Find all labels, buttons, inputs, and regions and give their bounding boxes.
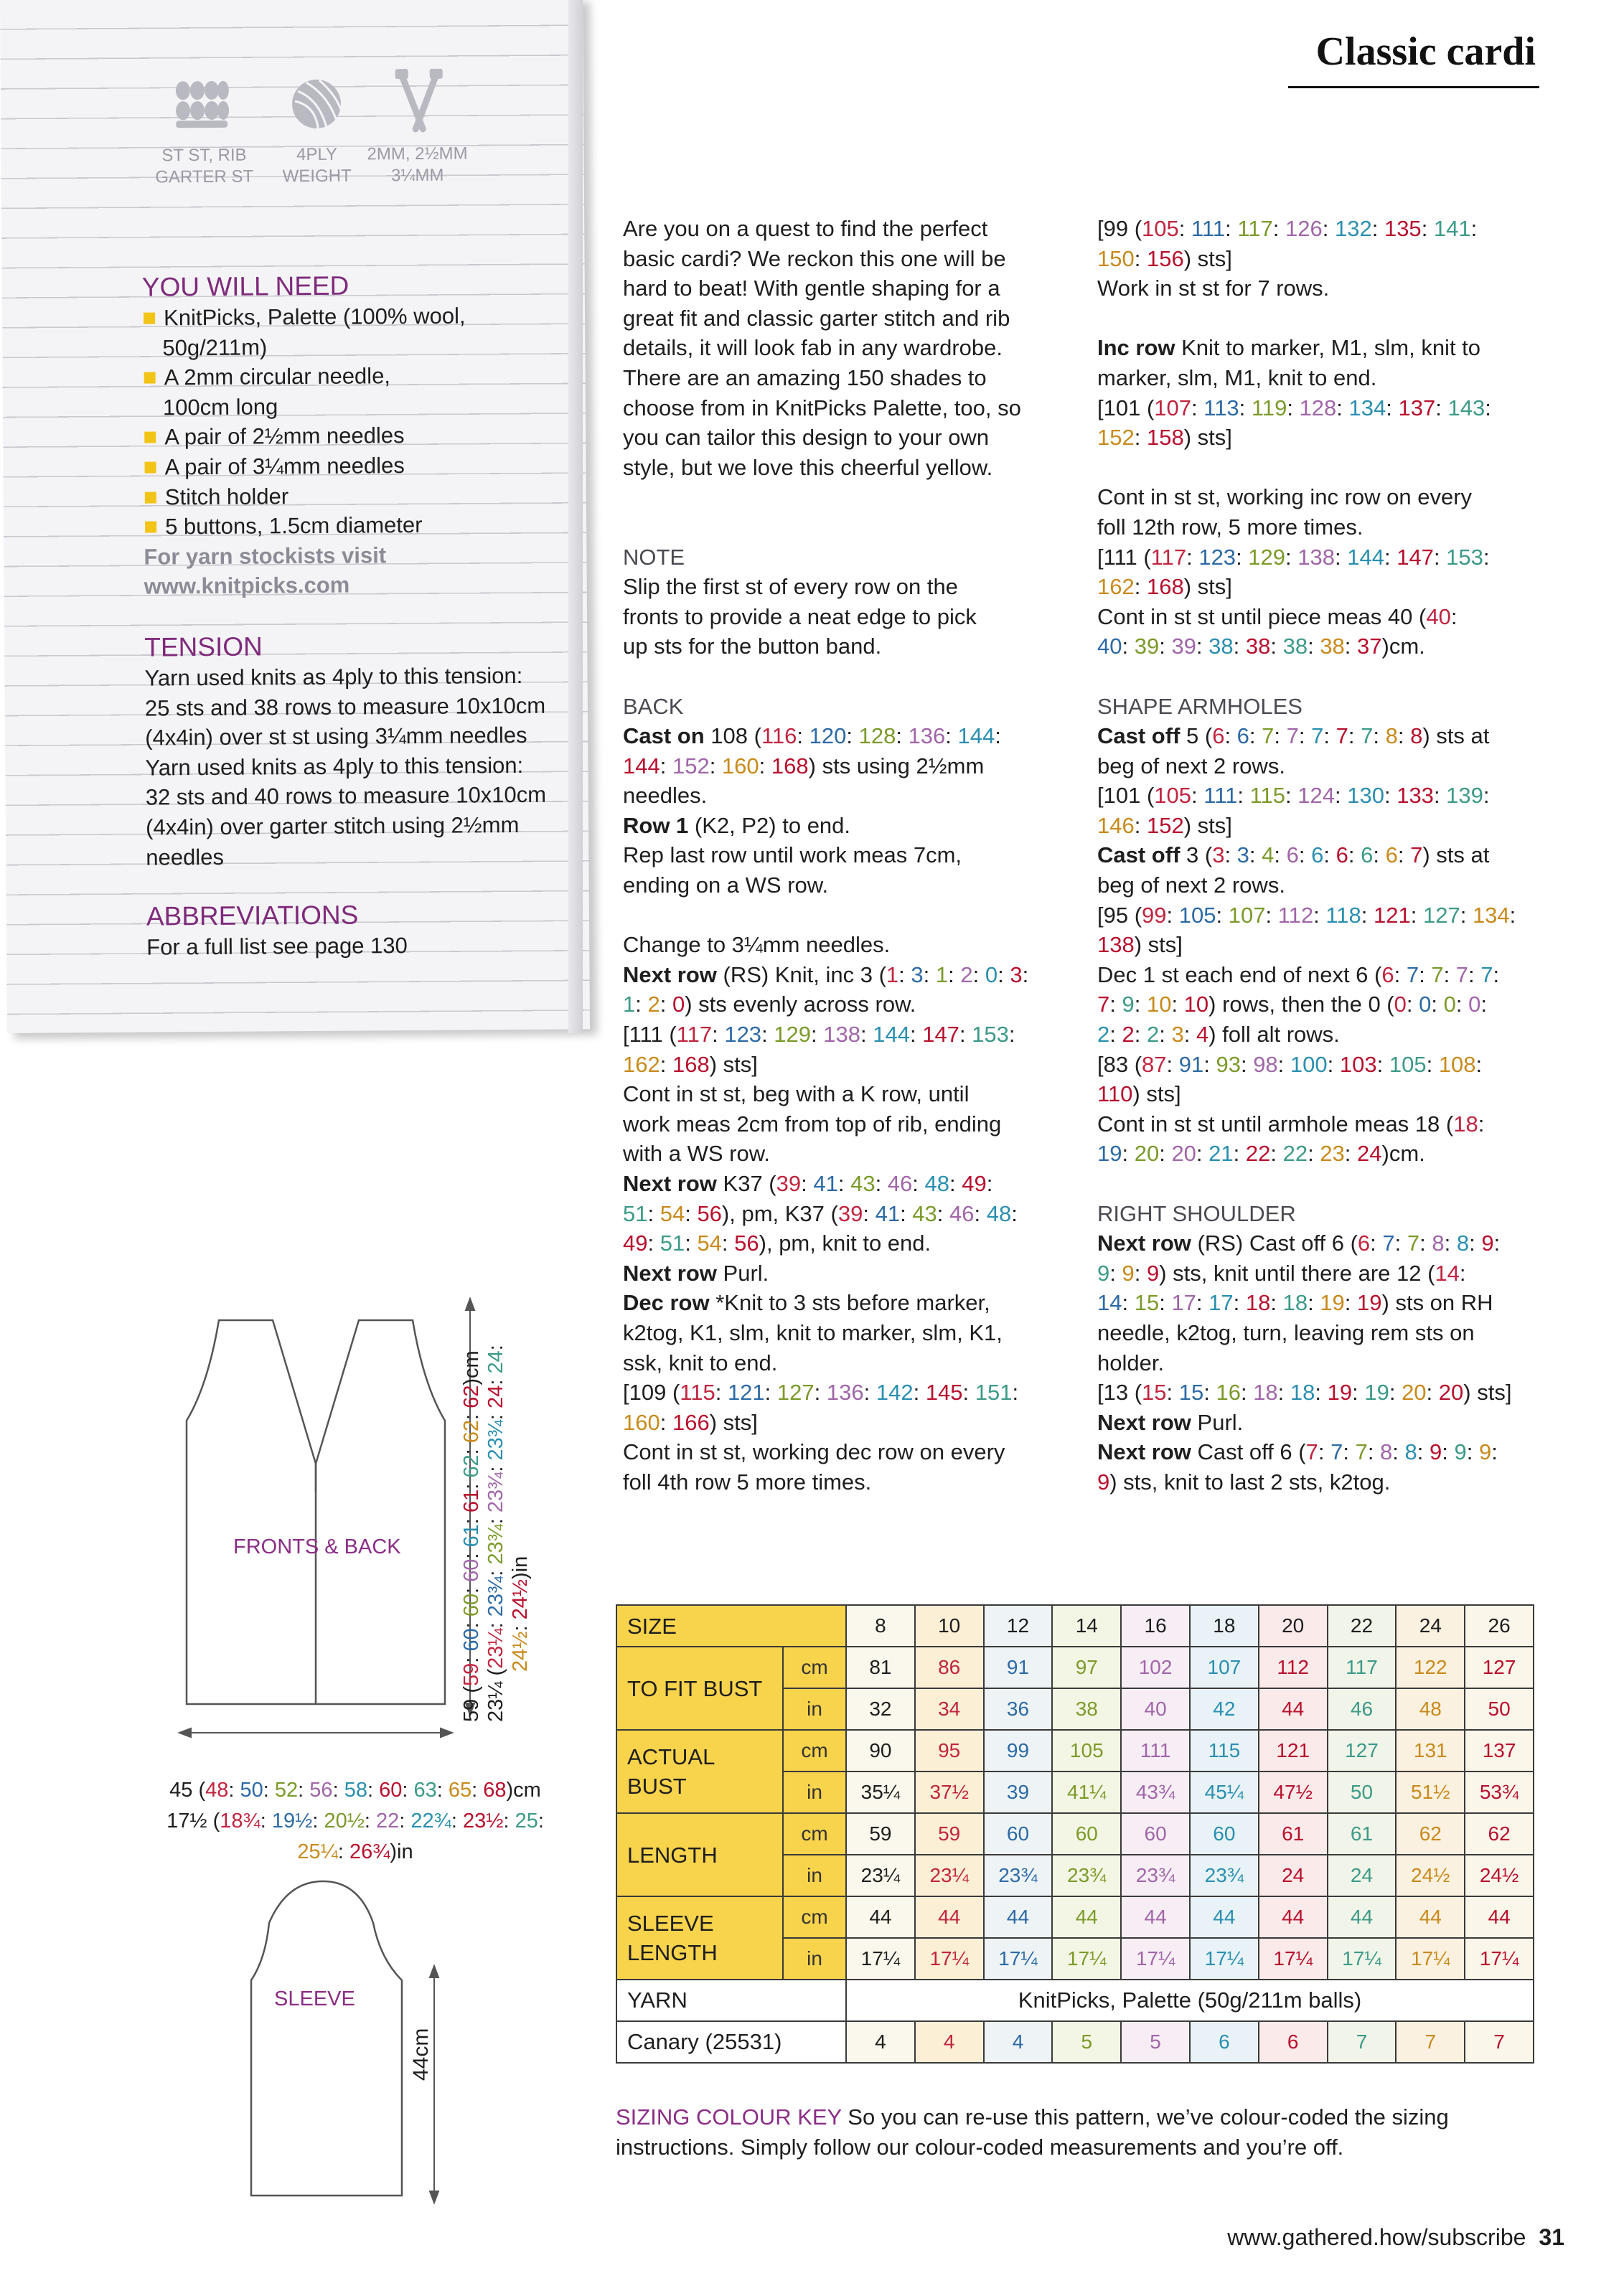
instruction-line: [111 (117: 123: 129: 138: 144: 147: 153:	[1097, 544, 1490, 570]
list-item: A pair of 2½mm needles	[143, 420, 559, 453]
stockists-link[interactable]: www.knitpicks.com	[144, 572, 350, 599]
instruction-line: Next row K37 (39: 41: 43: 46: 48: 49:	[623, 1171, 993, 1196]
list-item: A pair of 3¼mm needles	[143, 450, 559, 483]
instruction-line: Next row Cast off 6 (7: 7: 7: 8: 8: 9: 9: 9:	[1097, 1439, 1498, 1465]
instruction-line: foll 12th row, 5 more times.	[1097, 514, 1363, 540]
stockists-text: For yarn stockists visit	[144, 542, 387, 570]
column-right	[1097, 214, 1542, 1497]
instruction-line: Cast off 5 (6: 6: 7: 7: 7: 7: 7: 8: 8) sts at	[1097, 723, 1490, 749]
intro-line: basic cardi? We reckon this one will be	[623, 245, 1006, 271]
needles-icon	[394, 69, 444, 119]
instruction-line: with a WS row.	[623, 1141, 770, 1167]
instruction-line: Cont in st st, beg with a K row, until	[623, 1081, 970, 1107]
sizing-colour-key	[616, 2102, 1534, 2162]
list-item-continuation: 100cm long	[162, 394, 278, 420]
instruction-line: 144: 152: 160: 168) sts using 2½mm	[623, 753, 985, 778]
sizing-key-heading: SIZING COLOUR KEY	[616, 2104, 842, 2130]
stitch-icon	[173, 79, 223, 129]
note-heading: NOTE	[623, 544, 685, 570]
tension-line: Yarn used knits as 4ply to this tension:	[144, 662, 523, 691]
instruction-line: Cast on 108 (116: 120: 128: 136: 144:	[623, 723, 1001, 749]
instruction-line: Cont in st st until piece meas 40 (40:	[1097, 603, 1458, 629]
you-will-need-heading: YOU WILL NEED	[141, 270, 349, 302]
instruction-line: ending on a WS row.	[623, 872, 829, 898]
table-row: SIZE 8 10 12 14 16 18 20 22 24 26	[616, 1605, 1534, 1647]
intro-line: style, but we love this cheerful yellow.	[623, 454, 993, 480]
instruction-line: Cont in st st, working dec row on every	[623, 1439, 1005, 1465]
instruction-line: [95 (99: 105: 107: 112: 118: 121: 127: 134:	[1097, 902, 1516, 928]
length-measurement-cm: 59 (59: 60: 60: 60: 61: 61: 62: 62: 62)cm	[460, 1350, 483, 1722]
instruction-line: Dec 1 st each end of next 6 (6: 7: 7: 7: 7:	[1097, 961, 1500, 987]
instruction-line: Inc row Knit to marker, M1, slm, knit to	[1097, 335, 1481, 361]
instruction-line: Cont in st st until armhole meas 18 (18:	[1097, 1111, 1485, 1137]
size-header: SIZE	[616, 1605, 846, 1647]
length-measurement: 59 (59: 60: 60: 60: 61: 61: 62: 62: 62)cm 23¼ (23¼: 23¾: 23¾: 23¾: 23¾: 24: 24: 24½: 24½)in	[459, 1320, 532, 1722]
tension-heading: TENSION	[144, 631, 263, 662]
list-item-continuation: 50g/211m)	[162, 334, 268, 361]
table-row: SLEEVE LENGTH cm 44 44 44 44 44 44 44 44 44 44	[616, 1896, 1534, 1938]
instruction-line: 40: 39: 39: 38: 38: 38: 38: 37)cm.	[1097, 634, 1425, 659]
instruction-line: 19: 20: 20: 21: 22: 22: 23: 24)cm.	[1097, 1141, 1425, 1167]
sizing-key-text: So you can re-use this pattern, we’ve colour-coded the sizing	[841, 2104, 1449, 2130]
instruction-line: Cast off 3 (3: 3: 4: 6: 6: 6: 6: 6: 7) sts at	[1097, 842, 1490, 868]
instruction-line: 152: 158) sts]	[1097, 425, 1232, 451]
table-row: LENGTH cm 59 59 60 60 60 60 61 61 62 62	[616, 1813, 1534, 1855]
instruction-line: [101 (107: 113: 119: 128: 134: 137: 143:	[1097, 395, 1491, 420]
bullet-icon	[144, 313, 155, 324]
list-item: A 2mm circular needle,	[143, 360, 559, 393]
title-rule	[1288, 86, 1539, 88]
instruction-line: Next row Purl.	[623, 1260, 769, 1286]
intro-line: great fit and classic garter stitch and rib	[623, 305, 1010, 331]
tension-line: 32 sts and 40 rows to measure 10x10cm	[145, 782, 547, 810]
instruction-line: 49: 51: 54: 56), pm, knit to end.	[623, 1231, 931, 1256]
instruction-line: 9) sts, knit to last 2 sts, k2tog.	[1097, 1469, 1391, 1495]
table-row: in 23¼ 23¼ 23¾ 23¾ 23¾ 23¾ 24 24 24½ 24½	[616, 1855, 1534, 1896]
sizing-key-text: instructions. Simply follow our colour-coded measurements and you’re off.	[616, 2134, 1344, 2160]
instruction-line: ssk, knit to end.	[623, 1350, 778, 1375]
instruction-line: 150: 156) sts]	[1097, 245, 1232, 271]
list-item: Stitch holder	[144, 479, 560, 512]
instruction-line: work meas 2cm from top of rib, ending	[623, 1111, 1002, 1137]
instruction-line: 14: 15: 17: 17: 18: 18: 19: 19) sts on RH	[1097, 1290, 1493, 1316]
needles-icon-label: 2MM, 2½MM 3¼MM	[367, 144, 468, 186]
bullet-icon	[145, 522, 156, 533]
intro-line: hard to beat! With gentle shaping for a	[623, 276, 1000, 301]
width-measurement: 45 (48: 50: 52: 56: 58: 60: 63: 65: 68)cm 17½ (18¾: 19½: 20½: 22: 22¾: 23½: 25: 25¼: 26¾)in	[154, 1775, 556, 1868]
instruction-line: 7: 9: 10: 10) rows, then the 0 (0: 0: 0: 0:	[1097, 992, 1487, 1017]
instruction-line: [109 (115: 121: 127: 136: 142: 145: 151:	[623, 1380, 1019, 1406]
instruction-line: Next row (RS) Knit, inc 3 (1: 3: 1: 2: 0: 3:	[623, 961, 1029, 987]
page-title: Classic cardi	[1315, 29, 1536, 74]
instruction-line: Row 1 (K2, P2) to end.	[623, 812, 851, 838]
intro-line: There are an amazing 150 shades to	[623, 364, 987, 390]
instruction-line: Work in st st for 7 rows.	[1097, 276, 1330, 301]
bullet-icon	[144, 432, 156, 443]
table-row: in 35¼ 37½ 39 41¼ 43¾ 45¼ 47½ 50 51½ 53¾	[616, 1772, 1534, 1813]
size-table	[616, 1604, 1534, 2064]
intro-line: Are you on a quest to find the perfect	[623, 216, 988, 241]
instruction-line: [99 (105: 111: 117: 126: 132: 135: 141:	[1097, 216, 1478, 241]
width-measurement-in: 17½ (18¾: 19½: 20½: 22: 22¾: 23½: 25:	[166, 1810, 544, 1832]
notepad-panel	[0, 0, 590, 1033]
yarn-icon-label: 4PLY WEIGHT	[282, 144, 352, 187]
tension-line: Yarn used knits as 4ply to this tension:	[145, 752, 524, 781]
right-shoulder-heading: RIGHT SHOULDER	[1097, 1200, 1296, 1226]
instruction-line: 146: 152) sts]	[1097, 812, 1232, 838]
bullet-icon	[145, 491, 156, 503]
length-measurement-in: 23¼ (23¼: 23¾: 23¾: 23¾: 23¾: 24: 24:	[484, 1345, 507, 1722]
page-number: 31	[1539, 2224, 1564, 2250]
instruction-line: [83 (87: 91: 93: 98: 100: 103: 105: 108:	[1097, 1051, 1483, 1077]
table-row: TO FIT BUST cm 81 86 91 97 102 107 112 117 122 127	[616, 1647, 1534, 1688]
instruction-line: 110) sts]	[1097, 1081, 1181, 1107]
you-will-need-section	[142, 269, 563, 963]
instruction-line: 162: 168) sts]	[1097, 574, 1232, 600]
footer	[1148, 2224, 1564, 2251]
instruction-line: holder.	[1097, 1350, 1165, 1375]
instruction-line: Cont in st st, working inc row on every	[1097, 484, 1473, 510]
instruction-line: 162: 168) sts]	[623, 1051, 758, 1077]
instruction-line: marker, slm, M1, knit to end.	[1097, 364, 1377, 390]
back-heading: BACK	[623, 693, 684, 719]
instruction-line: needles.	[623, 783, 708, 809]
instruction-line: 51: 54: 56), pm, K37 (39: 41: 43: 46: 48:	[623, 1200, 1018, 1226]
footer-url[interactable]: www.gathered.how/subscribe	[1227, 2224, 1526, 2250]
instruction-line: Next row (RS) Cast off 6 (6: 7: 7: 8: 8: 9:	[1097, 1231, 1501, 1256]
tension-line: needles	[146, 844, 225, 870]
instruction-line: beg of next 2 rows.	[1097, 753, 1285, 778]
table-row: ACTUAL BUST cm 90 95 99 105 111 115 121 127 131 137	[616, 1730, 1534, 1772]
intro-line: you can tailor this design to your own	[623, 425, 990, 451]
list-item: KnitPicks, Palette (100% wool,	[142, 301, 558, 334]
note-line: fronts to provide a neat edge to pick	[623, 603, 977, 629]
fronts-back-diagram	[172, 1292, 502, 1751]
shape-armholes-heading: SHAPE ARMHOLES	[1097, 693, 1303, 719]
instruction-line: [111 (117: 123: 129: 138: 144: 147: 153:	[623, 1022, 1015, 1048]
stitch-icon-label: ST ST, RIB GARTER ST	[155, 145, 254, 187]
tension-line: (4x4in) over st st using 3¼mm needles	[145, 723, 527, 751]
column-left	[623, 214, 1053, 1497]
instruction-line: 160: 166) sts]	[623, 1409, 758, 1435]
instruction-line: [101 (105: 111: 115: 124: 130: 133: 139:	[1097, 783, 1490, 809]
instruction-line: k2tog, K1, slm, knit to marker, slm, K1,	[623, 1319, 1003, 1345]
width-measurement-cm: 45 (48: 50: 52: 56: 58: 60: 63: 65: 68)cm	[169, 1779, 541, 1802]
instruction-line: 138) sts]	[1097, 932, 1183, 958]
sleeve-label: SLEEVE	[274, 1987, 355, 2010]
instruction-line: Next row Purl.	[1097, 1409, 1244, 1435]
bullet-icon	[144, 461, 156, 473]
tension-line: (4x4in) over garter stitch using 2½mm	[145, 811, 520, 840]
intro-line: details, it will look fab in any wardrobe.	[623, 335, 1003, 361]
materials-list	[142, 301, 560, 542]
list-item: 5 buttons, 1.5cm diameter	[144, 509, 560, 542]
instruction-line: foll 4th row 5 more times.	[623, 1469, 872, 1495]
instruction-line: Change to 3¼mm needles.	[623, 932, 891, 958]
note-line: Slip the first st of every row on the	[623, 574, 958, 600]
instruction-line: 1: 2: 0) sts evenly across row.	[623, 992, 916, 1017]
bullet-icon	[144, 372, 156, 384]
table-row: in 17¼ 17¼ 17¼ 17¼ 17¼ 17¼ 17¼ 17¼ 17¼ 17¼	[616, 1938, 1534, 1980]
table-row: YARN KnitPicks, Palette (50g/211m balls)	[616, 1980, 1534, 2021]
instruction-line: Rep last row until work meas 7cm,	[623, 842, 962, 868]
note-line: up sts for the button band.	[623, 634, 882, 659]
tension-line: 25 sts and 38 rows to measure 10x10cm	[144, 692, 546, 721]
notepad-binding	[568, 0, 583, 1033]
intro-line: choose from in KnitPicks Palette, too, so	[623, 395, 1021, 420]
table-row: in 32 34 36 38 40 42 44 46 48 50	[616, 1688, 1534, 1730]
fronts-back-label: FRONTS & BACK	[233, 1535, 401, 1558]
instruction-line: 9: 9: 9) sts, knit until there are 12 (14:	[1097, 1260, 1466, 1286]
abbreviations-text: For a full list see page 130	[146, 933, 408, 960]
instruction-line: beg of next 2 rows.	[1097, 872, 1285, 898]
table-row: Canary (25531) 4 4 4 5 5 6 6 7 7 7	[616, 2021, 1534, 2063]
sleeve-measurement: 44cm	[409, 2028, 433, 2081]
yarn-ball-icon	[291, 78, 341, 128]
instruction-line: Dec row *Knit to 3 sts before marker,	[623, 1290, 990, 1316]
instruction-line: needle, k2tog, turn, leaving rem sts on	[1097, 1319, 1475, 1345]
instruction-line: 2: 2: 2: 3: 4) foll alt rows.	[1097, 1022, 1340, 1048]
abbreviations-heading: ABBREVIATIONS	[146, 900, 359, 931]
instruction-line: [13 (15: 15: 16: 18: 18: 19: 19: 20: 20) sts]	[1097, 1380, 1512, 1406]
